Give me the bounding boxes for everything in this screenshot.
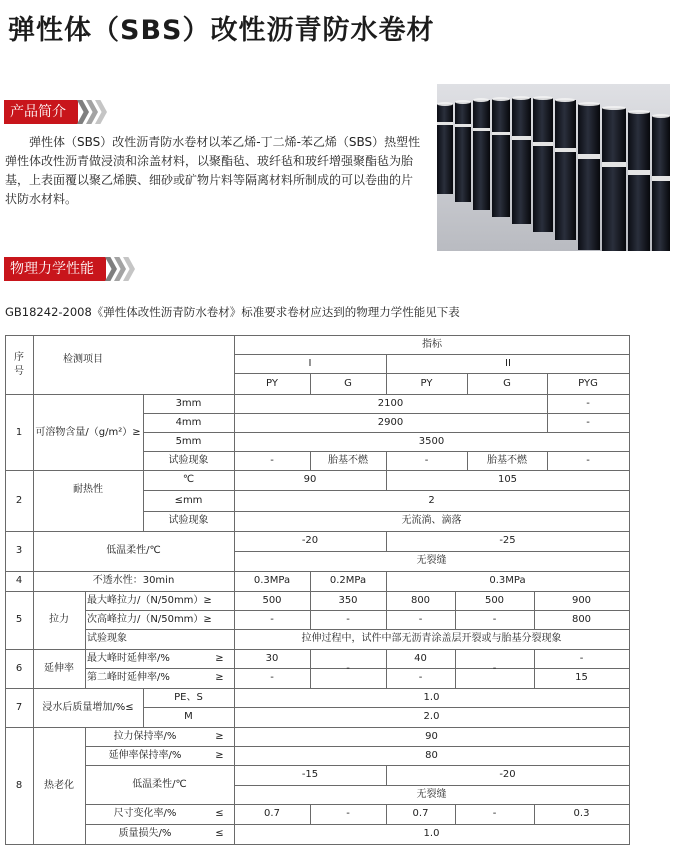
row-1-4mm: 4mm [175, 416, 202, 428]
row-5-obs: 试验现象 [87, 633, 127, 644]
row-8-dim-op: ≤ [215, 808, 224, 819]
row-4-value-1: 0.3MPa [253, 575, 291, 586]
row-1-3mm-pyg: - [586, 397, 590, 409]
row-6-second-3: - [418, 672, 423, 683]
row-5-max-2: 350 [338, 594, 358, 606]
row-5-second-2: - [346, 613, 350, 625]
header-group-1: I [308, 357, 312, 369]
row-8-dim-1: 0.7 [264, 808, 280, 819]
section-header-props [4, 256, 135, 282]
row-1-obs-2: 胎基不燃 [328, 455, 368, 466]
row-2-no: 2 [15, 495, 23, 506]
row-6-max-3: 40 [414, 652, 427, 664]
row-8-dim-4: - [492, 808, 497, 819]
header-py-1: PY [266, 377, 278, 389]
header-index: 指标 [422, 338, 442, 350]
row-5-second-label: 次高峰拉力/（N/50mm）≥ [87, 613, 212, 625]
row-6-max-op: ≥ [215, 652, 224, 664]
header-py-2: PY [420, 377, 433, 389]
section-label: 物理力学性能 [4, 257, 106, 281]
row-8-dim-3: 0.7 [412, 808, 429, 819]
row-1-5mm-value: 3500 [418, 435, 445, 447]
row-2-name: 耐热性 [73, 484, 103, 495]
row-6-max-5: - [579, 652, 584, 664]
row-8-no: 8 [15, 779, 23, 791]
row-3-name: 低温柔性/℃ [106, 545, 161, 556]
row-5-second-3: - [418, 613, 423, 625]
row-5-second-1: - [270, 613, 274, 625]
section-label: 产品简介 [4, 100, 78, 124]
standard-caption: GB18242-2008《弹性体改性沥青防水卷材》标准要求卷材应达到的物理力学性能见下表 [5, 305, 460, 319]
row-5-obs-value: 拉伸过程中，试件中部无沥青涂盖层开裂或与胎基分裂现象 [301, 633, 562, 644]
row-1-obs-3: - [424, 455, 429, 466]
row-8-mass-value: 1.0 [423, 828, 440, 839]
product-photo [437, 84, 670, 251]
row-1-4mm-value: 2900 [377, 416, 404, 428]
row-8-dim-2: - [346, 808, 350, 819]
row-8-lowtemp-1: -15 [301, 769, 319, 780]
row-2-obs-value: 无流淌、滴落 [401, 515, 462, 526]
row-7-no: 7 [15, 701, 23, 713]
row-3-value-1: -20 [301, 535, 319, 546]
row-8-elong-op: ≥ [215, 749, 224, 761]
row-5-max-label: 最大峰拉力/（N/50mm）≥ [87, 594, 212, 606]
row-2-temp-1: 90 [303, 474, 317, 485]
row-8-elong-label: 延伸率保持率/% [108, 749, 182, 761]
intro-paragraph: 弹性体（SBS）改性沥青防水卷材以苯乙烯-丁二烯-苯乙烯（SBS）热塑性弹性体改性沥青做浸渍和涂盖材料，以聚酯毡、玻纤毡和玻纤增强聚酯毡为胎基，上表面覆以聚乙烯膜、细砂或矿物片料等隔离材料所制成的可以卷曲的片状防水材料。 [5, 135, 421, 206]
row-8-name: 热老化 [44, 779, 74, 791]
row-7-pe-value: 1.0 [423, 691, 440, 703]
row-5-max-4: 500 [484, 594, 505, 606]
row-1-name: 可溶物含量/（g/m²）≥ [35, 426, 141, 438]
row-4-name: 不透水性：30min [92, 575, 175, 586]
row-7-pe: PE、S [174, 691, 203, 703]
row-8-lowtemp-3: 无裂缝 [416, 788, 447, 800]
row-3-value-3: 无裂缝 [416, 555, 447, 566]
row-6-no: 6 [15, 662, 23, 674]
row-4-value-2: 0.2MPa [329, 575, 367, 586]
page-title: 弹性体（SBS）改性沥青防水卷材 [8, 15, 435, 46]
header-no: 序号 [14, 351, 24, 377]
row-8-lowtemp-2: -20 [499, 769, 516, 780]
row-6-max-1: 30 [265, 652, 279, 664]
row-8-tensile-value: 90 [425, 730, 438, 742]
row-8-dim-label: 尺寸变化率/% [113, 808, 177, 819]
chevrons-icon [80, 100, 107, 124]
row-2-mm-value: 2 [428, 494, 435, 506]
row-2-temp: ℃ [182, 474, 195, 485]
row-5-name: 拉力 [49, 614, 69, 625]
header-group-2: II [505, 357, 511, 369]
header-g-2: G [503, 377, 511, 389]
row-1-3mm-value: 2100 [377, 397, 404, 409]
row-1-5mm: 5mm [175, 435, 202, 447]
row-5-second-4: - [492, 613, 497, 625]
header-g-1: G [344, 377, 352, 389]
row-5-max-5: 900 [571, 594, 592, 606]
row-1-obs: 试验现象 [168, 455, 209, 466]
row-8-elong-value: 80 [425, 749, 438, 761]
row-8-lowtemp-label: 低温柔性/℃ [132, 778, 187, 790]
row-1-obs-1: - [270, 455, 274, 466]
row-8-dim-5: 0.3 [573, 808, 590, 819]
header-item: 检测项目 [63, 354, 103, 365]
row-6-second-op: ≥ [215, 672, 224, 683]
row-2-temp-2: 105 [497, 474, 518, 485]
row-5-no: 5 [15, 614, 23, 625]
row-5-second-5: 800 [571, 613, 592, 625]
row-4-value-3: 0.3MPa [489, 575, 526, 586]
row-6-name: 延伸率 [44, 662, 74, 674]
row-8-tensile-label: 拉力保持率/% [113, 730, 177, 742]
row-1-obs-5: - [586, 455, 590, 466]
row-3-no: 3 [15, 545, 23, 556]
row-8-mass-label: 质量损失/% [118, 828, 172, 839]
row-8-mass-op: ≤ [215, 828, 224, 839]
row-1-3mm: 3mm [175, 397, 202, 409]
row-4-no: 4 [15, 575, 23, 586]
row-2-obs: 试验现象 [168, 515, 209, 526]
row-5-max-1: 500 [262, 594, 282, 606]
row-3-value-2: -25 [499, 535, 516, 546]
row-1-obs-4: 胎基不燃 [487, 455, 527, 466]
row-6-second-5: 15 [575, 672, 588, 683]
row-8-tensile-op: ≥ [215, 730, 224, 742]
header-pyg: PYG [578, 377, 598, 389]
section-header-intro [4, 99, 107, 125]
row-6-second-label: 第二峰时延伸率/% [87, 672, 170, 683]
row-1-no: 1 [15, 426, 23, 438]
row-6-col-4: - [492, 662, 497, 674]
row-2-mm: ≤mm [174, 494, 203, 506]
row-7-m: M [184, 711, 193, 722]
row-7-m-value: 2.0 [423, 711, 440, 722]
row-6-second-1: - [270, 672, 274, 683]
row-5-max-3: 800 [410, 594, 431, 606]
row-1-4mm-pyg: - [586, 416, 590, 428]
row-6-max-label: 最大峰时延伸率/% [87, 652, 170, 664]
chevrons-icon [108, 257, 135, 281]
row-6-col-2: - [346, 662, 350, 674]
row-7-name: 浸水后质量增加/%≤ [42, 701, 134, 713]
properties-table [5, 335, 630, 845]
